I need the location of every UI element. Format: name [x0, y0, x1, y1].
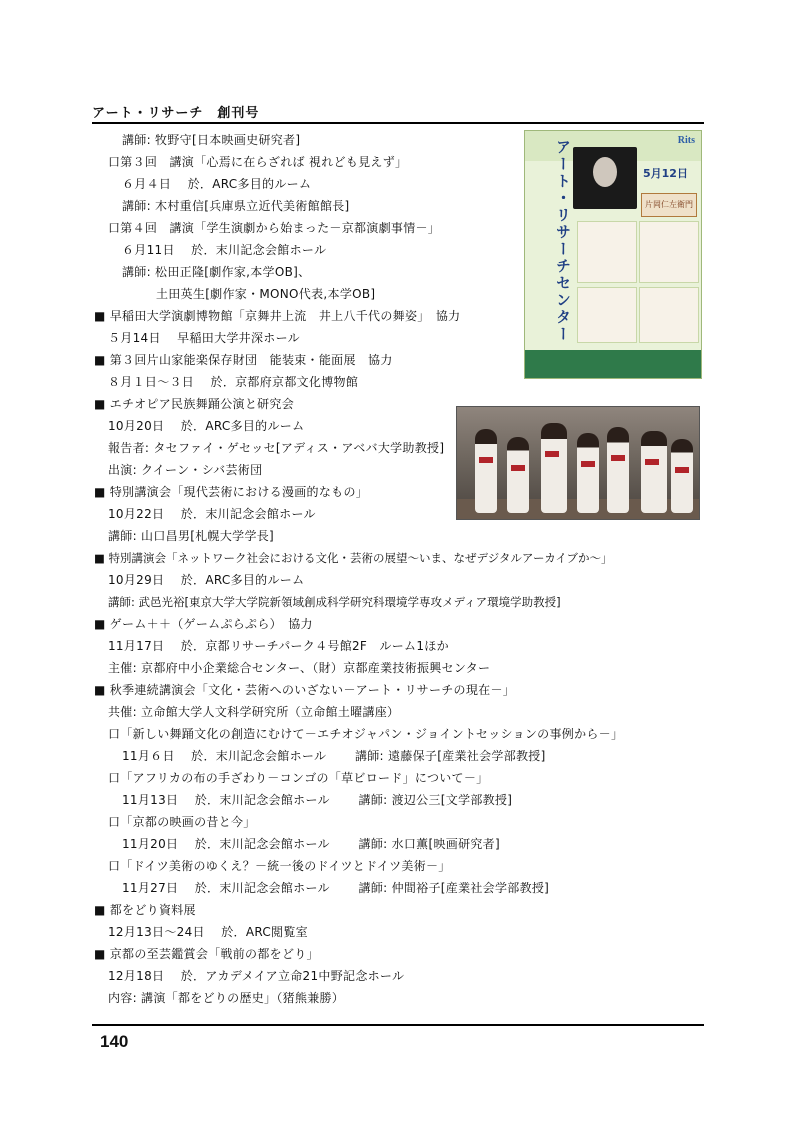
dancer-figure: [475, 429, 497, 513]
list-line: ■ 早稲田大学演劇博物館「京舞井上流 井上八千代の舞姿」 協力: [94, 309, 461, 323]
dancer-figure: [607, 427, 629, 513]
portrait-face: [593, 157, 617, 187]
dancer-figure: [671, 439, 693, 513]
list-line: 講師: 牧野守[日本映画史研究者]: [122, 133, 301, 147]
list-line: 口「京都の映画の昔と今」: [108, 815, 256, 829]
list-line: 講師: 松田正隆[劇作家,本学OB]、: [122, 265, 311, 279]
list-line: 口「ドイツ美術のゆくえ？－統一後のドイツとドイツ美術－」: [108, 859, 451, 873]
list-line: 11月20日 於．末川記念会館ホール 講師: 水口薫[映画研究者]: [122, 837, 500, 851]
list-line: 12月13日～24日 於．ARC閲覧室: [108, 925, 308, 939]
list-line: ■ 京都の至芸鑑賞会「戦前の都をどり」: [94, 947, 319, 961]
list-line: 口「アフリカの布の手ざわり－コンゴの「草ビロード」について－」: [108, 771, 489, 785]
list-line: 11月27日 於．末川記念会館ホール 講師: 仲間裕子[産業社会学部教授]: [122, 881, 550, 895]
poster-portrait: [573, 147, 637, 209]
list-line: ８月１日～３日 於．京都府京都文化博物館: [108, 375, 359, 389]
list-line: 土田英生[劇作家・MONO代表,本学OB]: [156, 287, 376, 301]
dancer-figure: [641, 431, 667, 513]
list-line: ■ エチオピア民族舞踊公演と研究会: [94, 397, 295, 411]
list-line: 10月22日 於．末川記念会館ホール: [108, 507, 316, 521]
list-line: 10月29日 於．ARC多目的ルーム: [108, 573, 305, 587]
list-line: 講師: 木村重信[兵庫県立近代美術館館長]: [122, 199, 350, 213]
list-line: ■ 特別講演会「現代芸術における漫画的なもの」: [94, 485, 369, 499]
list-line: 主催: 京都府中小企業総合センター、（財）京都産業技術振興センター: [108, 661, 491, 675]
dancer-figure: [507, 437, 529, 513]
running-header: アート・リサーチ 創刊号: [92, 106, 260, 121]
list-line: 出演: クイーン・シバ芸術団: [108, 463, 263, 477]
list-line: 口第３回 講演「心焉に在らざれば 視れども見えず」: [108, 155, 408, 169]
poster-guest-box: 片岡仁左衛門: [641, 193, 697, 217]
list-line: 口「新しい舞踊文化の創造にむけて－エチオジャパン・ジョイントセッションの事例から－」: [108, 727, 624, 741]
ritsumeikan-logo: Rits: [677, 135, 695, 146]
list-line: 講師: 山口昌男[札幌大学学長]: [108, 529, 275, 543]
page-number: 140: [100, 1032, 129, 1051]
list-line: 12月18日 於．アカデメイア立命21中野記念ホール: [108, 969, 405, 983]
list-line: ６月11日 於．末川記念会館ホール: [122, 243, 327, 257]
dancer-figure: [541, 423, 567, 513]
poster-footer-band: [525, 350, 701, 378]
poster-text-block: [577, 287, 637, 343]
event-poster-image: [524, 130, 702, 379]
list-line: ５月14日 早稲田大学井深ホール: [108, 331, 300, 345]
list-line: 講師: 武邑光裕[東京大学大学院新領域創成科学研究科環境学専攻メディア環境学助教授]: [108, 595, 561, 609]
list-line: ■ ゲーム＋＋（ゲームぷらぷら） 協力: [94, 617, 313, 631]
list-line: 内容: 講演「都をどりの歴史」（猪熊兼勝）: [108, 991, 345, 1005]
poster-text-block: [577, 221, 637, 283]
list-line: ６月４日 於．ARC多目的ルーム: [122, 177, 312, 191]
poster-text-block: [639, 287, 699, 343]
ethiopian-dance-photo: [456, 406, 700, 520]
list-line: 11月17日 於．京都リサーチパーク４号館2F ルーム1ほか: [108, 639, 449, 653]
list-line: ■ 特別講演会「ネットワーク社会における文化・芸術の展望～いま、なぜデジタルアーカイブか～」: [94, 551, 613, 565]
poster-date: 5月12日: [643, 167, 688, 180]
list-line: 共催: 立命館大学人文科学研究所（立命館土曜講座）: [108, 705, 400, 719]
list-line: ■ 都をどり資料展: [94, 903, 196, 917]
list-line: ■ 第３回片山家能楽保存財団 能装束・能面展 協力: [94, 353, 393, 367]
poster-vertical-title: アート・リサーチセンター: [554, 139, 572, 343]
list-line: 11月13日 於．末川記念会館ホール 講師: 渡辺公三[文学部教授]: [122, 793, 513, 807]
list-line: 11月６日 於．末川記念会館ホール 講師: 遠藤保子[産業社会学部教授]: [122, 749, 546, 763]
list-line: 10月20日 於．ARC多目的ルーム: [108, 419, 305, 433]
list-line: 口第４回 講演「学生演劇から始まった－京都演劇事情－」: [108, 221, 441, 235]
list-line: ■ 秋季連続講演会「文化・芸術へのいざない－アート・リサーチの現在－」: [94, 683, 516, 697]
footer-rule: [92, 1024, 704, 1026]
dancer-figure: [577, 433, 599, 513]
list-line: 報告者: タセファイ・ゲセッセ[アディス・アベバ大学助教授]: [108, 441, 445, 455]
poster-text-block: [639, 221, 699, 283]
